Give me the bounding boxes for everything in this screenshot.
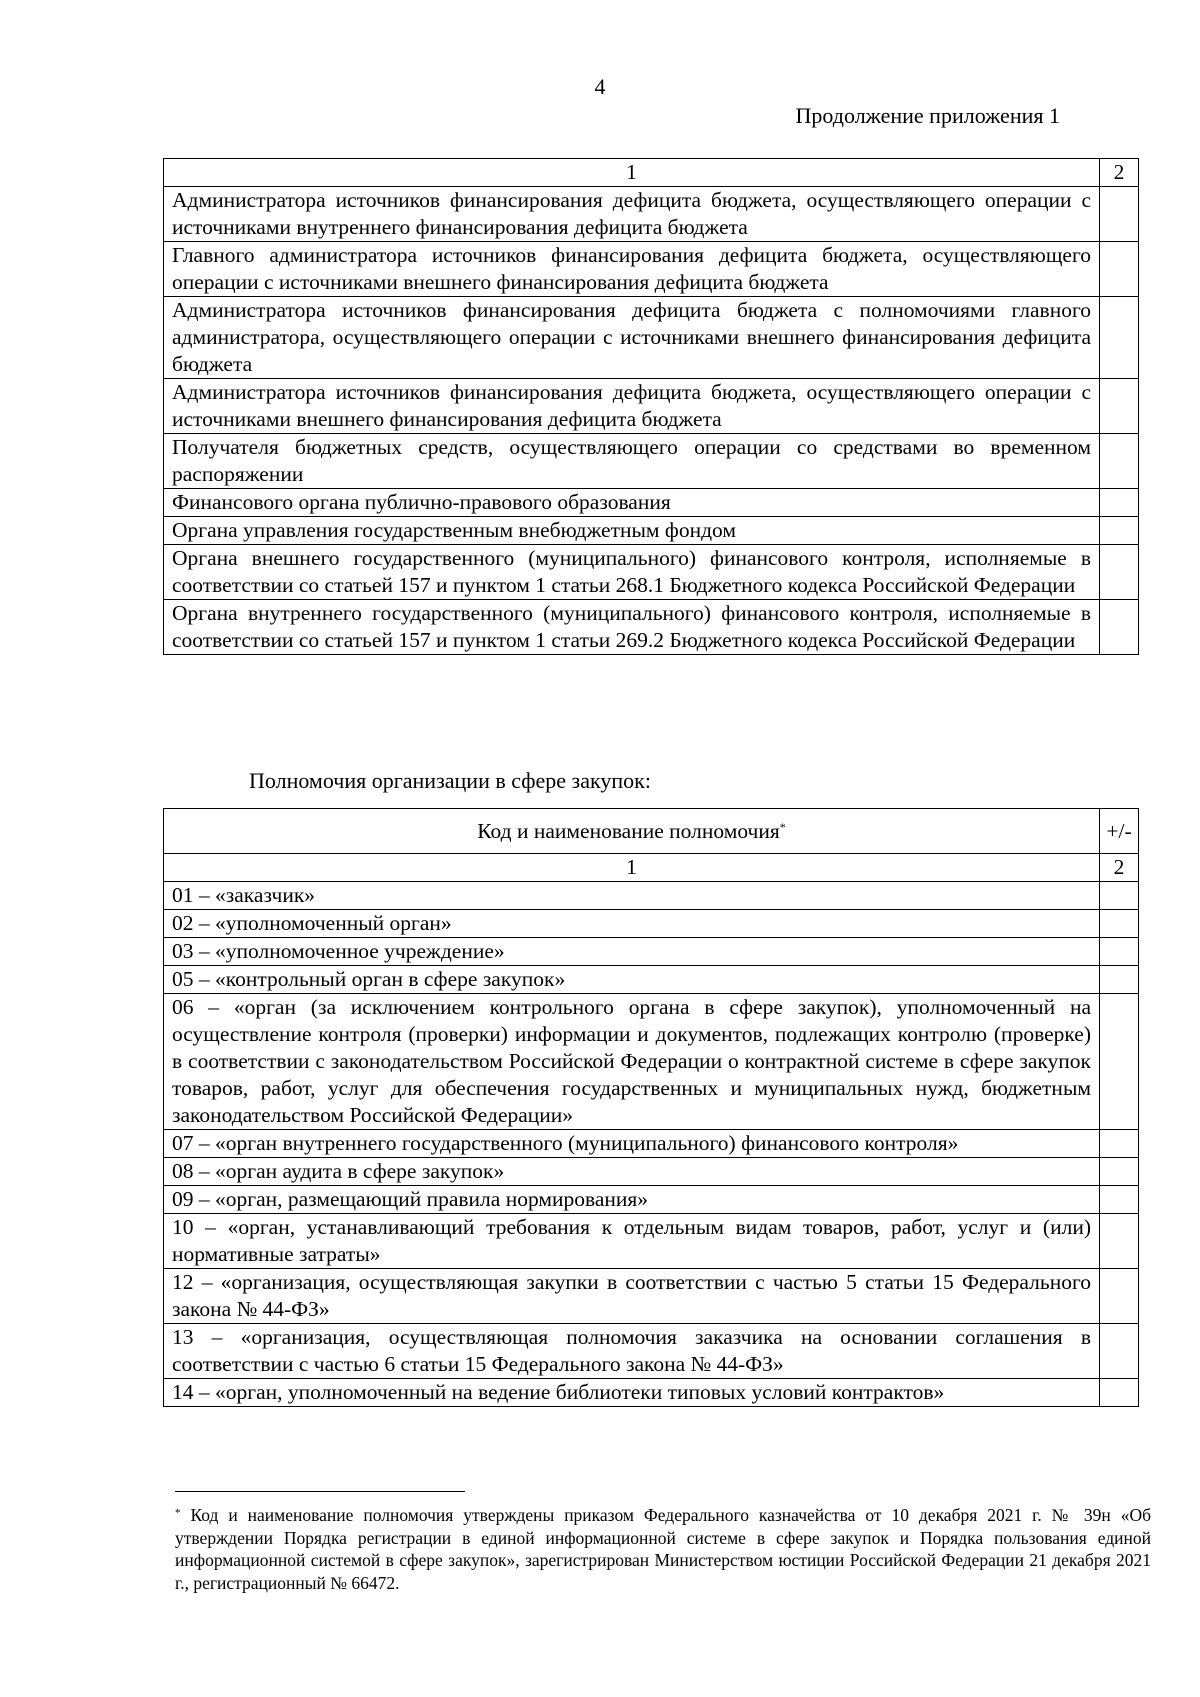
table-cell-mark bbox=[1100, 910, 1139, 938]
table-cell-mark bbox=[1100, 994, 1139, 1130]
table-row bbox=[164, 379, 1139, 434]
table-cell-text: 01 – «заказчик» bbox=[164, 882, 1100, 910]
table-cell-text: Администратора источников финансирования дефицита бюджета, осуществляющего операции с источниками внешнего финансирования дефицита бюджета bbox=[164, 379, 1100, 434]
table-row bbox=[164, 242, 1139, 297]
table-cell-mark bbox=[1100, 966, 1139, 994]
table-row bbox=[164, 517, 1139, 545]
table-cell-mark bbox=[1100, 517, 1139, 545]
table-cell-text: 09 – «орган, размещающий правила нормирования» bbox=[164, 1186, 1100, 1214]
header-code-label: Код и наименование полномочия bbox=[477, 818, 780, 843]
table-cell-mark bbox=[1100, 489, 1139, 517]
table-row bbox=[164, 1186, 1139, 1214]
table-cell-text: Финансового органа публично-правового образования bbox=[164, 489, 1100, 517]
table-cell-text: 14 – «орган, уполномоченный на ведение библиотеки типовых условий контрактов» bbox=[164, 1379, 1100, 1407]
table-cell-text: 06 – «орган (за исключением контрольного органа в сфере закупок), уполномоченный на осуществление контроля (проверки) информации и документов, подлежащих контролю (проверке) в соответствии с законодательством Российской Федерации о контрактной системе в сфере закупок товаров, работ, услуг для обеспечения государственных и муниципальных нужд, бюджетным законодательством Российской Федерации» bbox=[164, 994, 1100, 1130]
table-cell-text: 03 – «уполномоченное учреждение» bbox=[164, 938, 1100, 966]
table-cell-text: Главного администратора источников финансирования дефицита бюджета, осуществляющего операции с источниками внешнего финансирования дефицита бюджета bbox=[164, 242, 1100, 297]
header-code-and-name bbox=[164, 809, 1100, 854]
table-cell-mark bbox=[1100, 379, 1139, 434]
footnote-marker: * bbox=[779, 819, 786, 834]
footnote-divider bbox=[175, 1491, 465, 1492]
table-row bbox=[164, 882, 1139, 910]
column-number-2: 2 bbox=[1100, 159, 1139, 187]
table-row bbox=[164, 994, 1139, 1130]
procurement-section-intro: Полномочия организации в сфере закупок: bbox=[249, 768, 651, 793]
column-number-2: 2 bbox=[1100, 854, 1139, 882]
table-cell-text: 13 – «организация, осуществляющая полномочия заказчика на основании соглашения в соответствии с частью 6 статьи 15 Федерального закона № 44-ФЗ» bbox=[164, 1324, 1100, 1379]
table-cell-text: Органа управления государственным внебюджетным фондом bbox=[164, 517, 1100, 545]
table-cell-mark bbox=[1100, 882, 1139, 910]
table-cell-text: 07 – «орган внутреннего государственного (муниципального) финансового контроля» bbox=[164, 1130, 1100, 1158]
table-cell-mark bbox=[1100, 1186, 1139, 1214]
table-cell-text: 05 – «контрольный орган в сфере закупок» bbox=[164, 966, 1100, 994]
table-cell-mark bbox=[1100, 600, 1139, 655]
table-row bbox=[164, 1269, 1139, 1324]
footnote-text: Код и наименование полномочия утверждены приказом Федерального казначейства от 10 декабря 2021 г. № 39н «Об утверждении Порядка регистрации в единой информационной системе в сфере закупок и Порядка пользования единой информационной системой в сфере закупок», зарегистрирован Министерством юстиции Российской Федерации 21 декабря 2021 г., регистрационный № 66472. bbox=[175, 1505, 1151, 1593]
table-cell-mark bbox=[1100, 1269, 1139, 1324]
table-cell-text: Органа внешнего государственного (муниципального) финансового контроля, исполняемые в соответствии со статьей 157 и пунктом 1 статьи 268.1 Бюджетного кодекса Российской Федерации bbox=[164, 545, 1100, 600]
column-number-1: 1 bbox=[164, 159, 1100, 187]
page-number: 4 bbox=[594, 74, 606, 99]
header-plus-minus: +/- bbox=[1100, 809, 1139, 854]
table-cell-text: 02 – «уполномоченный орган» bbox=[164, 910, 1100, 938]
table-row bbox=[164, 1158, 1139, 1186]
table-cell-mark bbox=[1100, 434, 1139, 489]
table-row bbox=[164, 489, 1139, 517]
table-row bbox=[164, 938, 1139, 966]
table-cell-text: Администратора источников финансирования дефицита бюджета, осуществляющего операции с источниками внутреннего финансирования дефицита бюджета bbox=[164, 187, 1100, 242]
table-cell-text: 08 – «орган аудита в сфере закупок» bbox=[164, 1158, 1100, 1186]
table-column-numbers-row bbox=[164, 159, 1139, 187]
table-cell-text: Получателя бюджетных средств, осуществляющего операции со средствами во временном распоряжении bbox=[164, 434, 1100, 489]
table-row bbox=[164, 966, 1139, 994]
table-row bbox=[164, 434, 1139, 489]
table-cell-mark bbox=[1100, 1158, 1139, 1186]
table-cell-mark bbox=[1100, 187, 1139, 242]
table-row bbox=[164, 1379, 1139, 1407]
table-row bbox=[164, 297, 1139, 379]
footnote-marker: * bbox=[175, 1507, 181, 1519]
table-row bbox=[164, 1214, 1139, 1269]
table-cell-mark bbox=[1100, 938, 1139, 966]
table-row bbox=[164, 1324, 1139, 1379]
table-row bbox=[164, 1130, 1139, 1158]
procurement-authority-table bbox=[163, 808, 1139, 1407]
table-cell-text: Администратора источников финансирования дефицита бюджета с полномочиями главного администратора, осуществляющего операции с источниками внешнего финансирования дефицита бюджета bbox=[164, 297, 1100, 379]
table-cell-text: Органа внутреннего государственного (муниципального) финансового контроля, исполняемые в соответствии со статьей 157 и пунктом 1 статьи 269.2 Бюджетного кодекса Российской Федерации bbox=[164, 600, 1100, 655]
table-row bbox=[164, 910, 1139, 938]
table-row bbox=[164, 600, 1139, 655]
footnote bbox=[175, 1504, 1151, 1594]
table-row bbox=[164, 545, 1139, 600]
table-cell-mark bbox=[1100, 1324, 1139, 1379]
table-cell-text: 12 – «организация, осуществляющая закупки в соответствии с частью 5 статьи 15 Федерального закона № 44-ФЗ» bbox=[164, 1269, 1100, 1324]
table-cell-mark bbox=[1100, 545, 1139, 600]
table-column-numbers-row bbox=[164, 854, 1139, 882]
table-cell-text: 10 – «орган, устанавливающий требования к отдельным видам товаров, работ, услуг и (или) нормативные затраты» bbox=[164, 1214, 1100, 1269]
table-cell-mark bbox=[1100, 1214, 1139, 1269]
table-row bbox=[164, 187, 1139, 242]
budget-authority-table bbox=[163, 158, 1139, 655]
table-cell-mark bbox=[1100, 1130, 1139, 1158]
table-cell-mark bbox=[1100, 1379, 1139, 1407]
table-cell-mark bbox=[1100, 242, 1139, 297]
table-cell-mark bbox=[1100, 297, 1139, 379]
table-header-row bbox=[164, 809, 1139, 854]
column-number-1: 1 bbox=[164, 854, 1100, 882]
continuation-label: Продолжение приложения 1 bbox=[795, 103, 1060, 128]
